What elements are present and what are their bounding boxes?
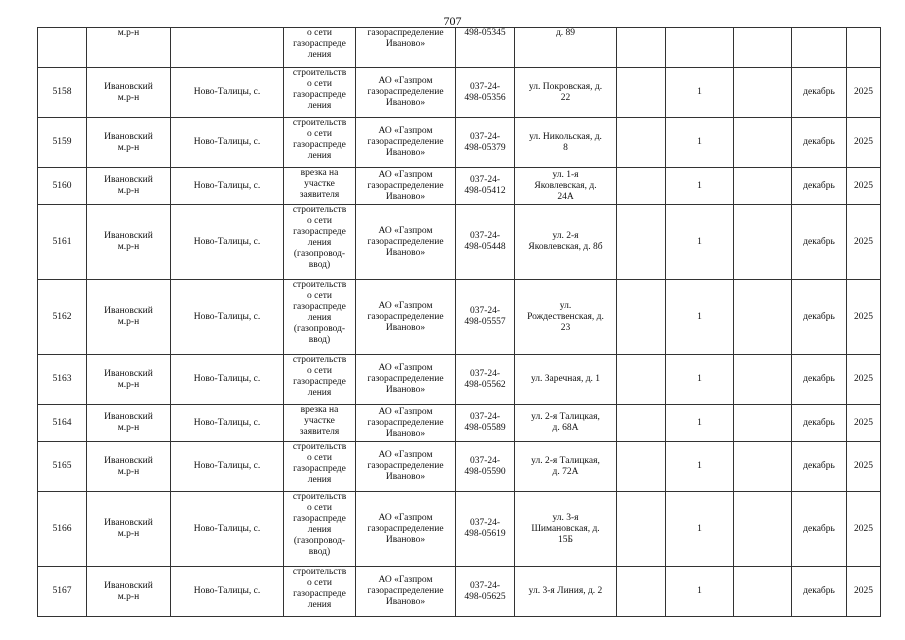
cell-address: ул. 2-я Талицкая, д. 68А [515, 405, 617, 442]
cell-empty-2 [734, 355, 792, 405]
cell-year: 2025 [847, 68, 881, 118]
cell-work: строительств о сети газораспреде ления (газопровод- ввод) [284, 492, 356, 567]
cell-code: 037-24- 498-05619 [456, 492, 515, 567]
cell-year [847, 28, 881, 68]
cell-empty-2 [734, 205, 792, 280]
cell-locality: Ново-Талицы, с. [171, 442, 284, 492]
table-body [38, 28, 881, 617]
cell-code: 037-24- 498-05356 [456, 68, 515, 118]
cell-address: ул. 2-я Яковлевская, д. 8б [515, 205, 617, 280]
cell-work: строительств о сети газораспреде ления [284, 118, 356, 168]
cell-district: Ивановский м.р-н [87, 205, 171, 280]
cell-locality: Ново-Талицы, с. [171, 492, 284, 567]
cell-empty-2 [734, 567, 792, 617]
cell-year: 2025 [847, 492, 881, 567]
table-row-continuation [38, 28, 881, 68]
cell-empty-2 [734, 118, 792, 168]
cell-year: 2025 [847, 442, 881, 492]
cell-qty: 1 [666, 492, 734, 567]
cell-district: Ивановский м.р-н [87, 355, 171, 405]
cell-district: м.р-н [87, 28, 171, 68]
cell-month [792, 28, 847, 68]
cell-locality: Ново-Талицы, с. [171, 168, 284, 205]
cell-num: 5167 [38, 567, 87, 617]
cell-qty: 1 [666, 567, 734, 617]
cell-locality: Ново-Талицы, с. [171, 68, 284, 118]
cell-qty: 1 [666, 118, 734, 168]
cell-work: строительств о сети газораспреде ления (газопровод- ввод) [284, 205, 356, 280]
cell-district: Ивановский м.р-н [87, 567, 171, 617]
cell-locality [171, 28, 284, 68]
table-row [38, 280, 881, 355]
cell-empty-1 [617, 28, 666, 68]
table-row [38, 205, 881, 280]
cell-num [38, 28, 87, 68]
cell-work: строительств о сети газораспреде ления [284, 567, 356, 617]
cell-empty-2 [734, 168, 792, 205]
cell-empty-1 [617, 68, 666, 118]
cell-empty-1 [617, 567, 666, 617]
table-row [38, 567, 881, 617]
cell-num: 5166 [38, 492, 87, 567]
cell-num: 5165 [38, 442, 87, 492]
cell-district: Ивановский м.р-н [87, 118, 171, 168]
cell-year: 2025 [847, 567, 881, 617]
cell-code: 037-24- 498-05625 [456, 567, 515, 617]
cell-org: АО «Газпром газораспределение Иваново» [356, 442, 456, 492]
cell-month: декабрь [792, 405, 847, 442]
cell-address: ул. Рождественская, д. 23 [515, 280, 617, 355]
cell-code: 037-24- 498-05562 [456, 355, 515, 405]
cell-address: ул. 1-я Яковлевская, д. 24А [515, 168, 617, 205]
cell-year: 2025 [847, 280, 881, 355]
cell-empty-2 [734, 28, 792, 68]
cell-org: АО «Газпром газораспределение Иваново» [356, 355, 456, 405]
cell-code: 037-24- 498-05379 [456, 118, 515, 168]
cell-district: Ивановский м.р-н [87, 405, 171, 442]
page-number: 707 [443, 14, 462, 28]
cell-num: 5160 [38, 168, 87, 205]
table-row [38, 405, 881, 442]
cell-empty-2 [734, 68, 792, 118]
cell-code: 037-24- 498-05412 [456, 168, 515, 205]
cell-address: ул. Никольская, д. 8 [515, 118, 617, 168]
cell-year: 2025 [847, 405, 881, 442]
cell-qty: 1 [666, 205, 734, 280]
cell-empty-2 [734, 280, 792, 355]
cell-address: ул. Покровская, д. 22 [515, 68, 617, 118]
cell-month: декабрь [792, 280, 847, 355]
cell-num: 5161 [38, 205, 87, 280]
cell-district: Ивановский м.р-н [87, 442, 171, 492]
cell-district: Ивановский м.р-н [87, 168, 171, 205]
cell-address: ул. 3-я Линия, д. 2 [515, 567, 617, 617]
table-row [38, 355, 881, 405]
cell-address: ул. Заречная, д. 1 [515, 355, 617, 405]
cell-org: АО «Газпром газораспределение Иваново» [356, 68, 456, 118]
cell-empty-1 [617, 168, 666, 205]
cell-num: 5164 [38, 405, 87, 442]
cell-qty [666, 28, 734, 68]
cell-num: 5162 [38, 280, 87, 355]
cell-code: 037-24- 498-05448 [456, 205, 515, 280]
cell-work: врезка на участке заявителя [284, 405, 356, 442]
cell-address: ул. 3-я Шимановская, д. 15Б [515, 492, 617, 567]
cell-org: АО «Газпром газораспределение Иваново» [356, 405, 456, 442]
cell-code: 037-24- 498-05590 [456, 442, 515, 492]
cell-work: о сети газораспреде ления [284, 28, 356, 68]
cell-num: 5159 [38, 118, 87, 168]
cell-qty: 1 [666, 442, 734, 492]
cell-month: декабрь [792, 567, 847, 617]
cell-district: Ивановский м.р-н [87, 280, 171, 355]
gas-works-table [37, 27, 881, 617]
cell-address: д. 89 [515, 28, 617, 68]
cell-work: строительств о сети газораспреде ления [284, 68, 356, 118]
cell-org: АО «Газпром газораспределение Иваново» [356, 118, 456, 168]
cell-address: ул. 2-я Талицкая, д. 72А [515, 442, 617, 492]
cell-empty-1 [617, 405, 666, 442]
cell-qty: 1 [666, 280, 734, 355]
cell-district: Ивановский м.р-н [87, 492, 171, 567]
cell-month: декабрь [792, 492, 847, 567]
cell-locality: Ново-Талицы, с. [171, 118, 284, 168]
cell-qty: 1 [666, 68, 734, 118]
cell-org: газораспределение Иваново» [356, 28, 456, 68]
cell-empty-1 [617, 492, 666, 567]
cell-qty: 1 [666, 405, 734, 442]
cell-month: декабрь [792, 168, 847, 205]
cell-empty-1 [617, 118, 666, 168]
cell-locality: Ново-Талицы, с. [171, 280, 284, 355]
cell-qty: 1 [666, 168, 734, 205]
table-row [38, 68, 881, 118]
cell-org: АО «Газпром газораспределение Иваново» [356, 280, 456, 355]
cell-empty-1 [617, 442, 666, 492]
cell-month: декабрь [792, 355, 847, 405]
cell-locality: Ново-Талицы, с. [171, 205, 284, 280]
cell-num: 5158 [38, 68, 87, 118]
cell-work: врезка на участке заявителя [284, 168, 356, 205]
cell-district: Ивановский м.р-н [87, 68, 171, 118]
cell-year: 2025 [847, 355, 881, 405]
cell-work: строительств о сети газораспреде ления [284, 355, 356, 405]
table-row [38, 492, 881, 567]
cell-month: декабрь [792, 68, 847, 118]
cell-empty-2 [734, 492, 792, 567]
cell-work: строительств о сети газораспреде ления [284, 442, 356, 492]
cell-month: декабрь [792, 118, 847, 168]
cell-empty-2 [734, 405, 792, 442]
cell-empty-1 [617, 280, 666, 355]
cell-year: 2025 [847, 118, 881, 168]
cell-code: 037-24- 498-05589 [456, 405, 515, 442]
cell-empty-1 [617, 205, 666, 280]
cell-num: 5163 [38, 355, 87, 405]
cell-locality: Ново-Талицы, с. [171, 567, 284, 617]
cell-year: 2025 [847, 205, 881, 280]
cell-month: декабрь [792, 442, 847, 492]
cell-work: строительств о сети газораспреде ления (газопровод- ввод) [284, 280, 356, 355]
cell-month: декабрь [792, 205, 847, 280]
cell-year: 2025 [847, 168, 881, 205]
cell-code: 498-05345 [456, 28, 515, 68]
cell-org: АО «Газпром газораспределение Иваново» [356, 492, 456, 567]
cell-empty-2 [734, 442, 792, 492]
cell-code: 037-24- 498-05557 [456, 280, 515, 355]
cell-org: АО «Газпром газораспределение Иваново» [356, 205, 456, 280]
cell-empty-1 [617, 355, 666, 405]
table-row [38, 168, 881, 205]
cell-org: АО «Газпром газораспределение Иваново» [356, 168, 456, 205]
cell-locality: Ново-Талицы, с. [171, 355, 284, 405]
table-row [38, 118, 881, 168]
cell-locality: Ново-Талицы, с. [171, 405, 284, 442]
table-row [38, 442, 881, 492]
cell-qty: 1 [666, 355, 734, 405]
cell-org: АО «Газпром газораспределение Иваново» [356, 567, 456, 617]
